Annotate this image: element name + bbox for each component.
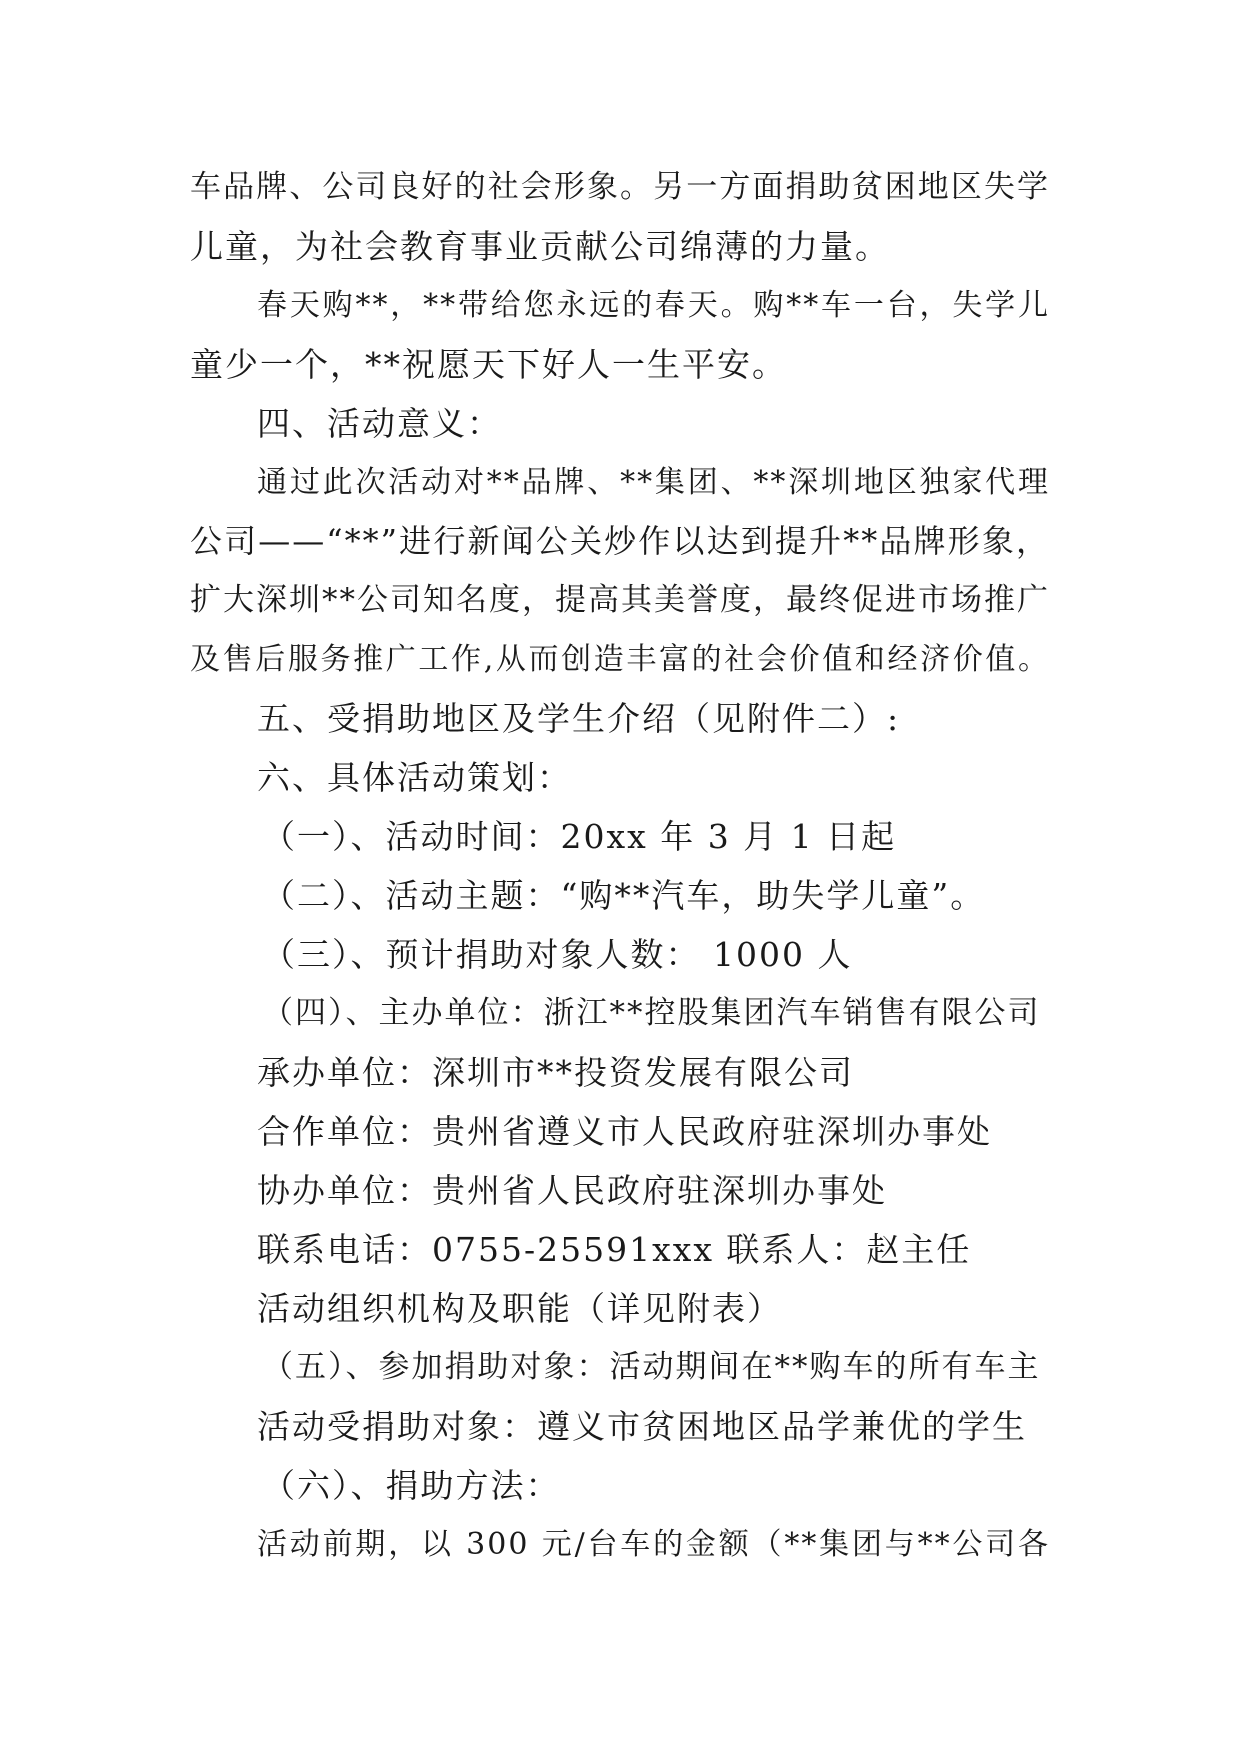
text-line: 通过此次活动对**品牌、**集团、**深圳地区独家代理: [257, 465, 1050, 500]
text-line: （五）、参加捐助对象：活动期间在**购车的所有车主: [262, 1349, 1041, 1385]
text-line: 活动前期，以 300 元/台车的金额（**集团与**公司各: [257, 1527, 1050, 1562]
text-line: 合作单位：贵州省遵义市人民政府驻深圳办事处: [257, 1112, 992, 1151]
text-line: 活动受捐助对象：遵义市贫困地区品学兼优的学生: [257, 1407, 1027, 1446]
text-line: 童少一个，**祝愿天下好人一生平安。: [190, 345, 787, 384]
text-line: （一）、活动时间：20xx 年 3 月 1 日起: [262, 817, 897, 856]
text-line: （四）、主办单位：浙江**控股集团汽车销售有限公司: [262, 995, 1041, 1031]
text-line: 春天购**，**带给您永远的春天。购**车一台，失学儿: [257, 288, 1050, 323]
section-heading: 六、具体活动策划：: [257, 758, 572, 797]
text-line: 儿童，为社会教育事业贡献公司绵薄的力量。: [190, 227, 890, 266]
text-line: 活动组织机构及职能（详见附表）: [257, 1289, 782, 1328]
text-line: 承办单位：深圳市**投资发展有限公司: [257, 1053, 854, 1092]
text-line: （二）、活动主题：“购**汽车，助失学儿童”。: [262, 876, 986, 915]
text-line: 协办单位：贵州省人民政府驻深圳办事处: [257, 1171, 887, 1210]
text-line: 车品牌、公司良好的社会形象。另一方面捐助贫困地区失学: [190, 169, 1050, 205]
section-heading: 四、活动意义：: [257, 404, 502, 443]
text-line: 公司——“**”进行新闻公关炒作以达到提升**品牌形象，: [190, 522, 1050, 560]
text-line: 联系电话：0755-25591xxx 联系人：赵主任: [257, 1230, 972, 1269]
text-line: （六）、捐助方法：: [262, 1466, 561, 1505]
text-line: 扩大深圳**公司知名度，提高其美誉度，最终促进市场推广: [190, 582, 1050, 618]
text-line: 及售后服务推广工作,从而创造丰富的社会价值和经济价值。: [190, 642, 1050, 677]
document-body: [190, 158, 1050, 1574]
text-line: （三）、预计捐助对象人数： 1000 人: [262, 935, 853, 974]
section-heading: 五、受捐助地区及学生介绍（见附件二）:: [257, 699, 901, 738]
